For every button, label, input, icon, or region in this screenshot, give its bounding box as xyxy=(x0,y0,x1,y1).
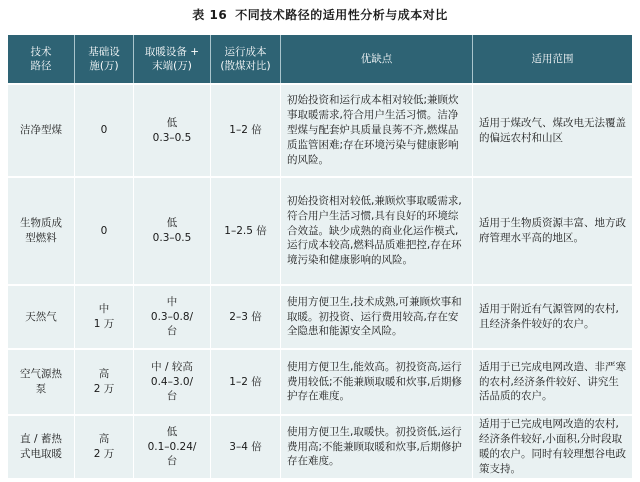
cell-path: 洁净型煤 xyxy=(8,83,75,176)
cell-path: 天然气 xyxy=(8,284,75,348)
cell-pros-cons: 初始投资和运行成本相对较低;兼顾炊事取暖需求,符合用户生活习惯。洁净型煤与配套炉具质量良莠不齐,燃煤品质监管困难;存在环境污染与健康影响的风险。 xyxy=(281,83,473,176)
cell-infra: 高 2 万 xyxy=(75,348,134,414)
cell-cost: 1–2 倍 xyxy=(211,83,281,176)
header-row xyxy=(8,35,632,83)
cell-infra: 中 1 万 xyxy=(75,284,134,348)
cell-scope: 适用于已完成电网改造、非严寒的农村,经济条件较好、讲究生活品质的农户。 xyxy=(473,348,632,414)
table-caption xyxy=(0,6,640,23)
table-title: 不同技术路径的适用性分析与成本对比 xyxy=(235,8,448,22)
table-row xyxy=(8,83,632,176)
cell-path: 生物质成 型燃料 xyxy=(8,176,75,284)
cell-cost: 3–4 倍 xyxy=(211,414,281,478)
header-cell-equip: 取暖设备 + 末端(万) xyxy=(134,35,211,83)
cell-equip: 低 0.1–0.24/ 台 xyxy=(134,414,211,478)
cell-scope: 适用于煤改气、煤改电无法覆盖的偏远农村和山区 xyxy=(473,83,632,176)
cell-equip: 低 0.3–0.5 xyxy=(134,83,211,176)
table-row xyxy=(8,284,632,348)
cell-infra: 高 2 万 xyxy=(75,414,134,478)
cell-cost: 2–3 倍 xyxy=(211,284,281,348)
table-row xyxy=(8,348,632,414)
cell-scope: 适用于生物质资源丰富、地方政府管理水平高的地区。 xyxy=(473,176,632,284)
comparison-table xyxy=(8,35,632,478)
cell-equip: 中 / 较高 0.4–3.0/ 台 xyxy=(134,348,211,414)
cell-scope: 适用于已完成电网改造的农村,经济条件较好,小面积,分时段取暖的农户。同时有较理想谷电政策支持。 xyxy=(473,414,632,478)
cell-pros-cons: 使用方便卫生,能效高。初投资高,运行费用较低;不能兼顾取暖和炊事,后期修护存在难度。 xyxy=(281,348,473,414)
header-cell-infra: 基础设 施(万) xyxy=(75,35,134,83)
cell-cost: 1–2 倍 xyxy=(211,348,281,414)
cell-scope: 适用于附近有气源管网的农村,且经济条件较好的农户。 xyxy=(473,284,632,348)
cell-path: 空气源热 泵 xyxy=(8,348,75,414)
cell-pros-cons: 使用方便卫生,取暖快。初投资低,运行费用高;不能兼顾取暖和炊事,后期修护存在难度。 xyxy=(281,414,473,478)
header-cell-scope: 适用范围 xyxy=(473,35,632,83)
cell-pros-cons: 初始投资相对较低,兼顾炊事取暖需求,符合用户生活习惯,具有良好的环境综合效益。缺少成熟的商业化运作模式,运行成本较高,燃料品质难把控,存在环境污染和健康影响的风险。 xyxy=(281,176,473,284)
table-row xyxy=(8,414,632,478)
cell-cost: 1–2.5 倍 xyxy=(211,176,281,284)
cell-infra: 0 xyxy=(75,176,134,284)
table-number: 表 16 xyxy=(192,8,228,22)
cell-infra: 0 xyxy=(75,83,134,176)
cell-equip: 低 0.3–0.5 xyxy=(134,176,211,284)
header-cell-path: 技术 路径 xyxy=(8,35,75,83)
header-cell-cost: 运行成本 (散煤对比) xyxy=(211,35,281,83)
table-row xyxy=(8,176,632,284)
header-cell-pros-cons: 优缺点 xyxy=(281,35,473,83)
cell-path: 直 / 蓄热 式电取暖 xyxy=(8,414,75,478)
cell-equip: 中 0.3–0.8/ 台 xyxy=(134,284,211,348)
cell-pros-cons: 使用方便卫生,技术成熟,可兼顾炊事和取暖。初投资、运行费用较高,存在安全隐患和能源安全风险。 xyxy=(281,284,473,348)
